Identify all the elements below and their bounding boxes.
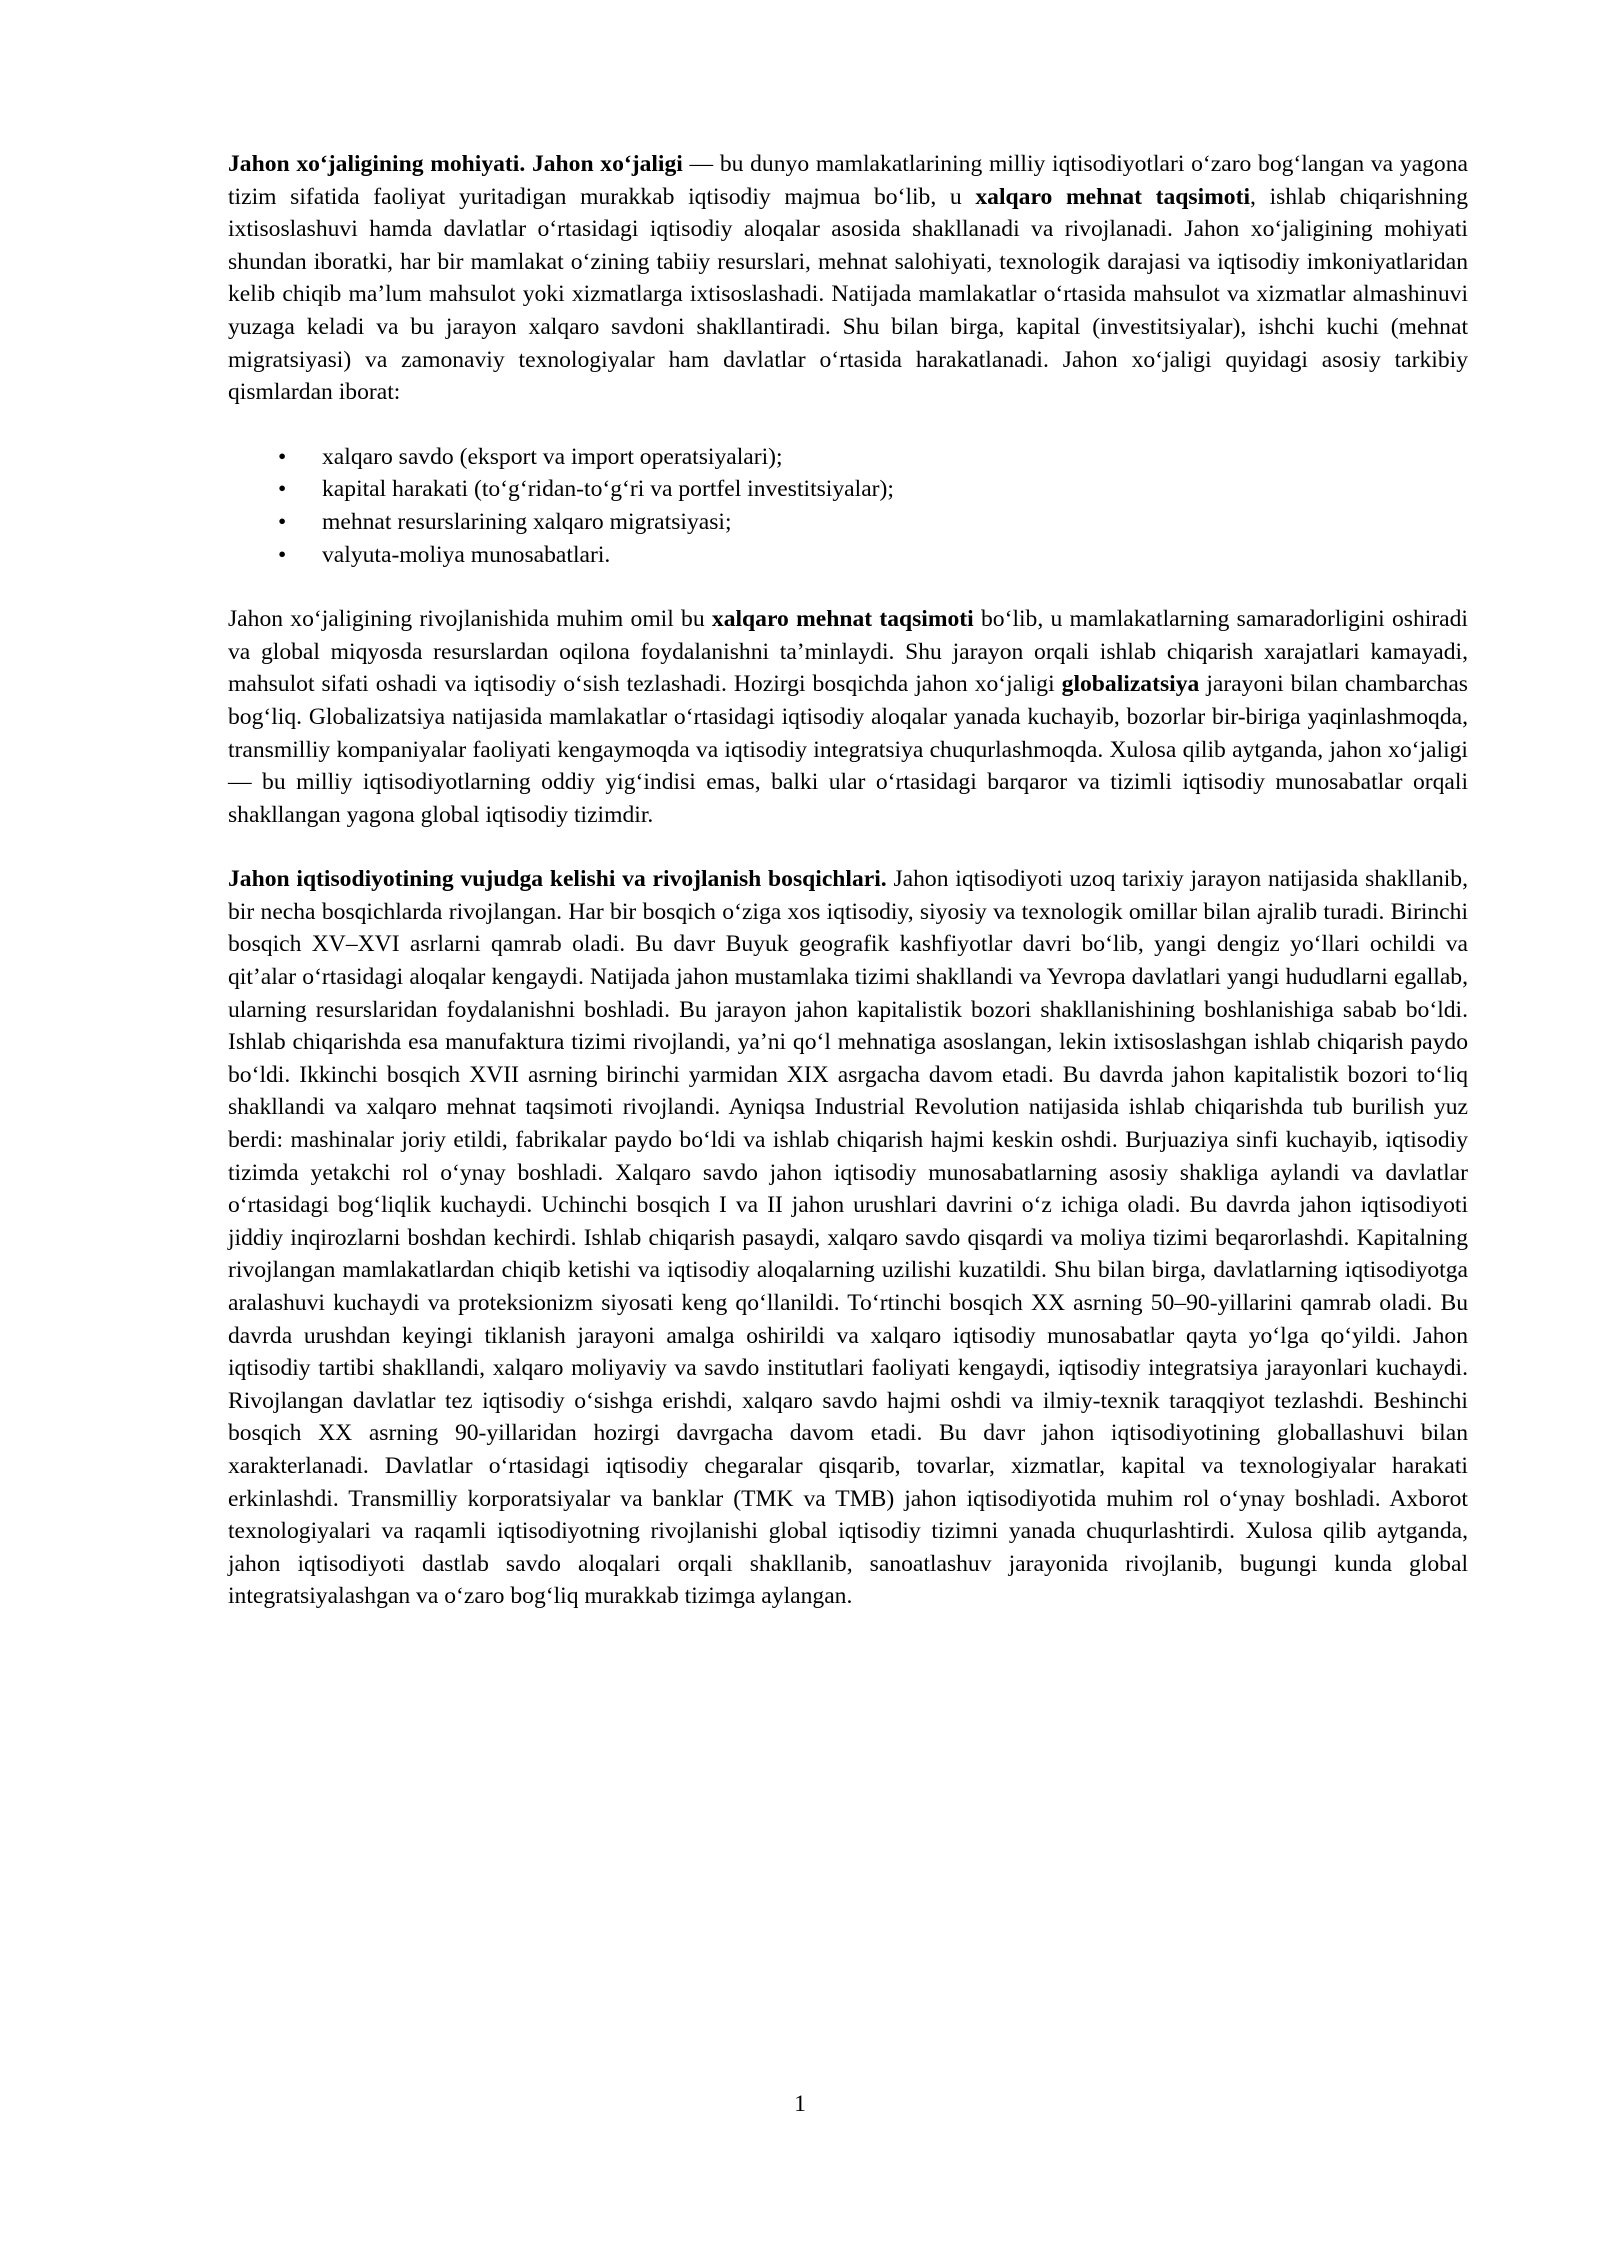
bold-term: globalizatsiya: [1061, 671, 1200, 698]
bullet-icon: •: [278, 476, 287, 503]
body-text: , ishlab chiqarishning ixtisoslashuvi hamda davlatlar o‘rtasidagi iqtisodiy aloqalar asosida shakllanadi va rivojlanadi. Jahon xo‘jaligining mohiyati shundan iboratki, har bir mamlakat o‘zining tabiiy resurslari, mehnat salohiyati, texnologik darajasi va iqtisodiy imkoniyatlaridan kelib chiqib ma’lum mahsulot yoki xizmatlarga ixtisoslashadi. Natijada mamlakatlar o‘rtasida mahsulot va xizmatlar almashinuvi yuzaga keladi va bu jarayon xalqaro savdoni shakllantiradi. Shu bilan birga, kapital (investitsiyalar), ishchi kuchi (mehnat migratsiyasi) va zamonaviy texnologiyalar ham davlatlar o‘rtasida harakatlanadi. Jahon xo‘jaligi quyidagi asosiy tarkibiy qismlardan iborat:: [228, 183, 1469, 406]
body-text: bo‘lib, u mamlakatlarning samaradorligini oshiradi va global miqyosda resurslardan oqilona foydalanishni ta’minlaydi. Shu jarayon orqali ishlab chiqarish xarajatlari kamayadi, mahsulot sifati oshadi va iqtisodiy o‘sish tezlashadi. Hozirgi bosqichda jahon xo‘jaligi: [228, 606, 1468, 698]
components-list: [228, 441, 1468, 571]
list-item-text: mehnat resurslarining xalqaro migratsiyasi;: [322, 508, 732, 535]
list-item: [228, 506, 1468, 539]
document-body: [228, 148, 1468, 1613]
list-item-text: valyuta-moliya munosabatlari.: [322, 541, 611, 568]
list-item-text: xalqaro savdo (eksport va import operatsiyalari);: [322, 443, 783, 470]
page-number: 1: [794, 2091, 806, 2117]
paragraph-world-economy-essence: [228, 148, 1468, 409]
bullet-icon: •: [278, 508, 287, 535]
body-text: jarayoni bilan chambarchas bog‘liq. Globalizatsiya natijasida mamlakatlar o‘rtasidagi iqtisodiy aloqalar yanada kuchayib, bozorlar bir-biriga yaqinlashmoqda, transmilliy kompaniyalar faoliyati kengaymoqda va iqtisodiy integratsiya chuqurlashmoqda. Xulosa qilib aytganda, jahon xo‘jaligi — bu milliy iqtisodiyotlarning oddiy yig‘indisi emas, balki ular o‘rtasidagi barqaror va tizimli iqtisodiy munosabatlar orqali shakllangan yagona global iqtisodiy tizimdir.: [228, 671, 1468, 828]
paragraph-division-of-labour: [228, 603, 1468, 831]
list-item: [228, 473, 1468, 506]
paragraph-development-stages: [228, 863, 1468, 1613]
bullet-icon: •: [278, 541, 287, 568]
section-heading: Jahon xo‘jaligining mohiyati.: [228, 151, 526, 177]
section-heading: Jahon iqtisodiyotining vujudga kelishi va rivojlanish bosqichlari.: [228, 866, 887, 893]
bold-term: Jahon xo‘jaligi: [531, 151, 683, 177]
bullet-icon: •: [278, 443, 287, 470]
paragraph-spacer: [228, 831, 1468, 863]
list-item: [228, 441, 1468, 474]
list-item: [228, 539, 1468, 572]
bold-term: xalqaro mehnat taqsimoti: [975, 183, 1251, 210]
body-text: Jahon xo‘jaligining rivojlanishida muhim omil bu: [228, 606, 712, 633]
body-text: — bu dunyo mamlakatlarining milliy iqtisodiyotlari o‘zaro bog‘langan va yagona tizim sifatida faoliyat yuritadigan murakkab iqtisodiy majmua bo‘lib, u: [228, 151, 1468, 210]
bold-term: xalqaro mehnat taqsimoti: [711, 606, 974, 633]
list-item-text: kapital harakati (to‘g‘ridan-to‘g‘ri va portfel investitsiyalar);: [322, 476, 894, 503]
body-text: Jahon iqtisodiyoti uzoq tarixiy jarayon natijasida shakllanib, bir necha bosqichlarda rivojlangan. Har bir bosqich o‘ziga xos iqtisodiy, siyosiy va texnologik omillar bilan ajralib turadi. Birinchi bosqich XV–XVI asrlarni qamrab oladi. Bu davr Buyuk geografik kashfiyotlar davri bo‘lib, yangi dengiz yo‘llari ochildi va qit’alar o‘rtasidagi aloqalar kengaydi. Natijada jahon mustamlaka tizimi shakllandi va Yevropa davlatlari yangi hududlarni egallab, ularning resurslaridan foydalanishni boshladi. Bu jarayon jahon kapitalistik bozori shakllanishining boshlanishiga sabab bo‘ldi. Ishlab chiqarishda esa manufaktura tizimi rivojlandi, ya’ni qo‘l mehnatiga asoslangan, lekin ixtisoslashgan ishlab chiqarish paydo bo‘ldi. Ikkinchi bosqich XVII asrning birinchi yarmidan XIX asrgacha davom etadi. Bu davrda jahon kapitalistik bozori to‘liq shakllandi va xalqaro mehnat taqsimoti rivojlandi. Ayniqsa Industrial Revolution natijasida ishlab chiqarishda tub burilish yuz berdi: mashinalar joriy etildi, fabrikalar paydo bo‘ldi va ishlab chiqarish hajmi keskin oshdi. Burjuaziya sinfi kuchayib, iqtisodiy tizimda yetakchi rol o‘ynay boshladi. Xalqaro savdo jahon iqtisodiy munosabatlarning asosiy shakliga aylandi va davlatlar o‘rtasidagi bog‘liqlik kuchaydi. Uchinchi bosqich I va II jahon urushlari davrini o‘z ichiga oladi. Bu davrda jahon iqtisodiyoti jiddiy inqirozlarni boshdan kechirdi. Ishlab chiqarish pasaydi, xalqaro savdo qisqardi va moliya tizimi beqarorlashdi. Kapitalning rivojlangan mamlakatlardan chiqib ketishi va iqtisodiy aloqalarning uzilishi kuzatildi. Shu bilan birga, davlatlarning iqtisodiyotga aralashuvi kuchaydi va proteksionizm siyosati keng qo‘llanildi. To‘rtinchi bosqich XX asrning 50–90-yillarini qamrab oladi. Bu davrda urushdan keyingi tiklanish jarayoni amalga oshirildi va xalqaro iqtisodiy munosabatlar qayta yo‘lga qo‘yildi. Jahon iqtisodiy tartibi shakllandi, xalqaro moliyaviy va savdo institutlari faoliyati kengaydi, iqtisodiy integratsiya jarayonlari kuchaydi. Rivojlangan davlatlar tez iqtisodiy o‘sishga erishdi, xalqaro savdo hajmi oshdi va ilmiy-texnik taraqqiyot tezlashdi. Beshinchi bosqich XX asrning 90-yillaridan hozirgi davrgacha davom etadi. Bu davr jahon iqtisodiyotining globallashuvi bilan xarakterlanadi. Davlatlar o‘rtasidagi iqtisodiy chegaralar qisqarib, tovarlar, xizmatlar, kapital va texnologiyalar harakati erkinlashdi. Transmilliy korporatsiyalar va banklar (TMK va TMB) jahon iqtisodiyotida muhim rol o‘ynay boshladi. Axborot texnologiyalari va raqamli iqtisodiyotning rivojlanishi global iqtisodiy tizimni yanada chuqurlashtirdi. Xulosa qilib aytganda, jahon iqtisodiyoti dastlab savdo aloqalari orqali shakllanib, sanoatlashuv jarayonida rivojlanib, bugungi kunda global integratsiyalashgan va o‘zaro bog‘liq murakkab tizimga aylangan.: [228, 866, 1468, 1610]
